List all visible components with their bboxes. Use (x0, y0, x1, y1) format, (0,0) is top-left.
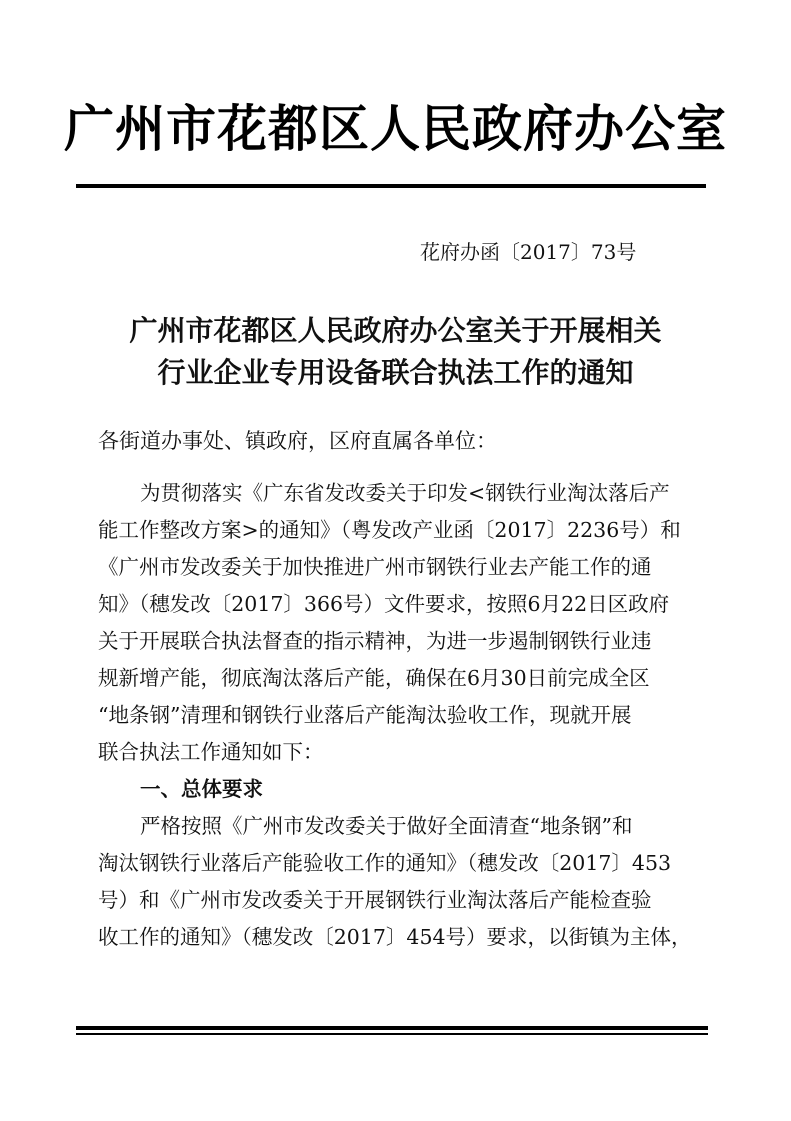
title-line-1: 广州市花都区人民政府办公室关于开展相关 (129, 314, 662, 347)
body-line: “地条钢”清理和钢铁行业落后产能淘汰验收工作，现就开展 (98, 703, 632, 727)
section-heading: 一、总体要求 (140, 777, 263, 801)
body-line: 规新增产能，彻底淘汰落后产能，确保在6月30日前完成全区 (98, 666, 650, 690)
title-line-2: 行业企业专用设备联合执法工作的通知 (157, 356, 634, 389)
footer-rule-thick (76, 1026, 708, 1030)
document-body (98, 475, 698, 956)
body-line: 淘汰钢铁行业落后产能验收工作的通知》（穗发改〔2017〕453 (98, 851, 672, 875)
document-title (0, 310, 791, 394)
body-line: 号）和《广州市发改委关于开展钢铁行业淘汰落后产能检查验 (98, 888, 652, 912)
header-rule (76, 184, 706, 188)
document-number: 花府办函〔2017〕73号 (420, 240, 637, 264)
body-line: 《广州市发改委关于加快推进广州市钢铁行业去产能工作的通 (98, 555, 652, 579)
issuer-header: 广州市花都区人民政府办公室 (64, 99, 727, 158)
salutation: 各街道办事处、镇政府，区府直属各单位： (98, 429, 497, 453)
body-line: 为贯彻落实《广东省发改委关于印发<钢铁行业淘汰落后产 (140, 481, 670, 505)
footer-rule-thin (76, 1033, 708, 1035)
body-line: 能工作整改方案>的通知》（粤发改产业函〔2017〕2236号）和 (98, 518, 681, 542)
body-line: 联合执法工作通知如下： (98, 740, 324, 764)
body-line: 知》（穗发改〔2017〕366号）文件要求，按照6月22日区政府 (98, 592, 670, 616)
body-line: 关于开展联合执法督查的指示精神，为进一步遏制钢铁行业违 (98, 629, 652, 653)
body-line: 收工作的通知》（穗发改〔2017〕454号）要求，以街镇为主体， (98, 925, 692, 949)
body-line: 严格按照《广州市发改委关于做好全面清查“地条钢”和 (140, 814, 633, 838)
